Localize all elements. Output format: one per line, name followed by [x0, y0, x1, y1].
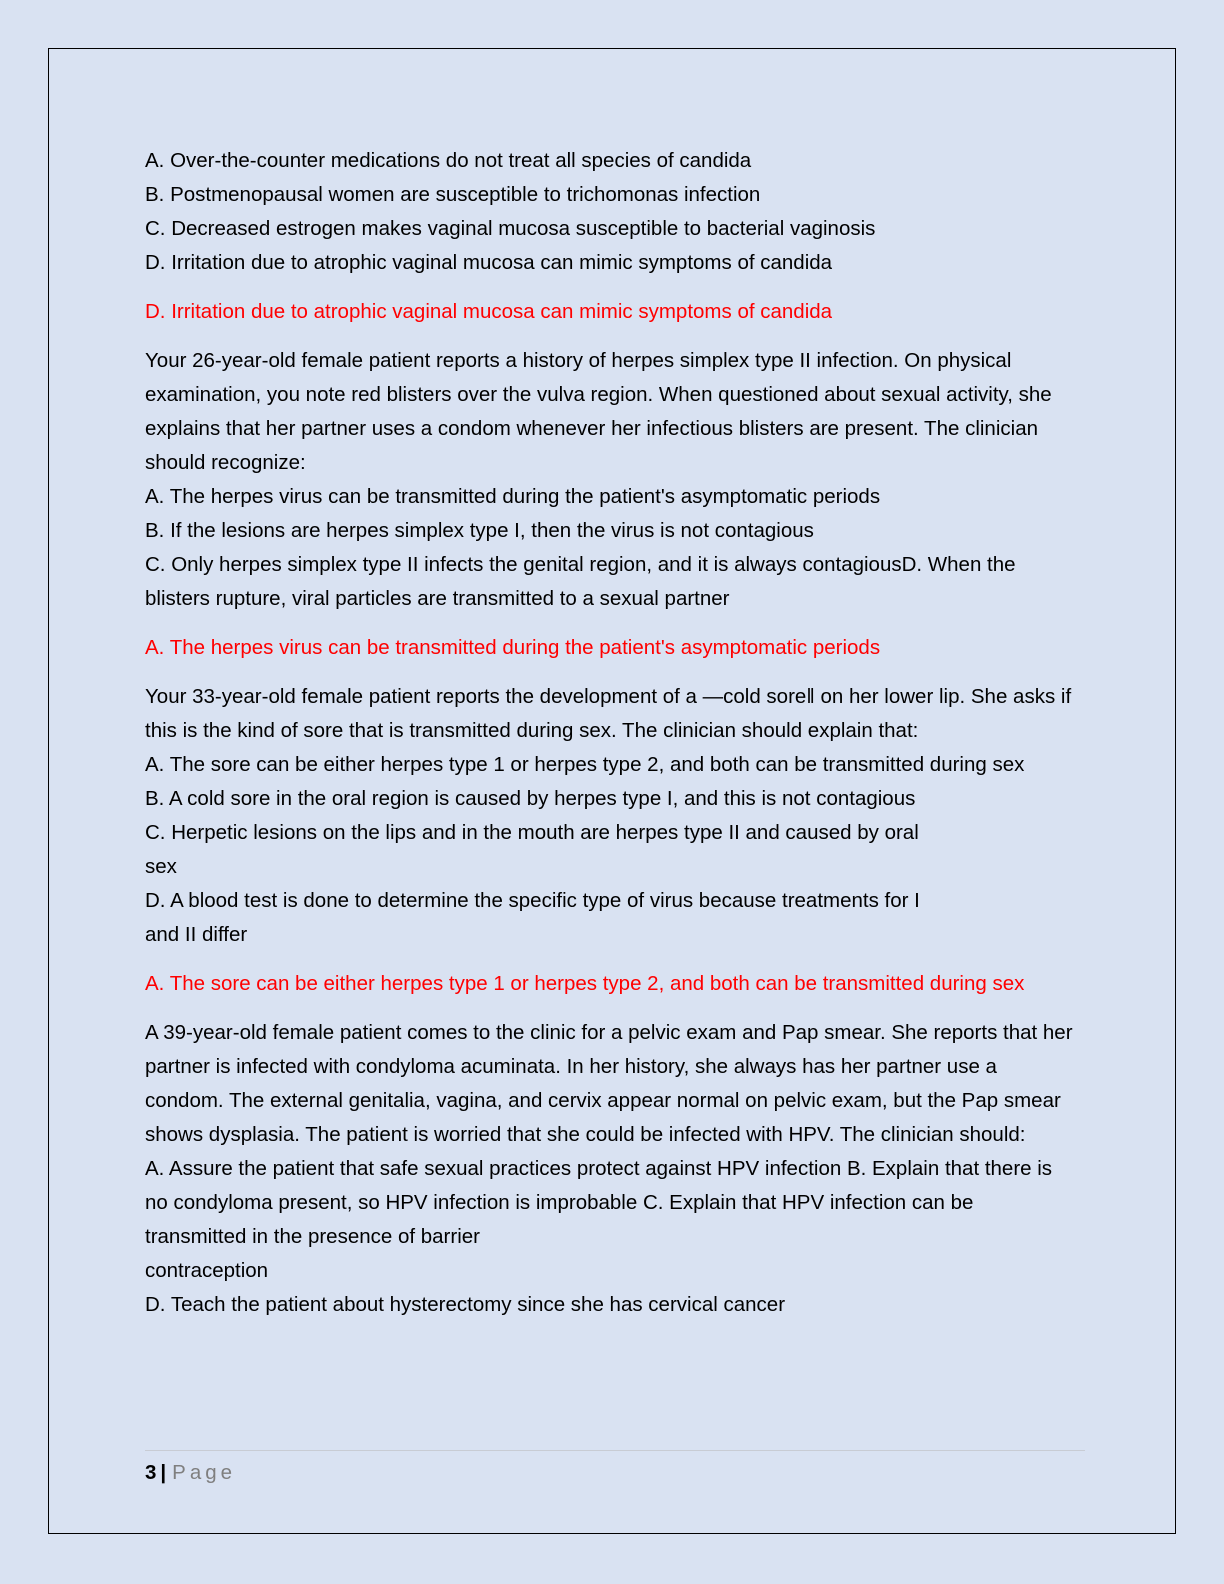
- footer-separator: |: [160, 1461, 167, 1484]
- question-4: [145, 1016, 1075, 1322]
- q2-option-c-d: C. Only herpes simplex type II infects the genital region, and it is always contagiousD. When the blisters rupture, viral particles are transmitted to a sexual partner: [145, 553, 1016, 610]
- q1-option-c: C. Decreased estrogen makes vaginal mucosa susceptible to bacterial vaginosis: [145, 217, 876, 240]
- q3-option-a: A. The sore can be either herpes type 1 or herpes type 2, and both can be transmitted during sex: [145, 753, 1025, 776]
- q3-answer: A. The sore can be either herpes type 1 or herpes type 2, and both can be transmitted during sex: [145, 972, 1025, 995]
- footer-divider: [145, 1450, 1085, 1451]
- question-3: [145, 680, 1075, 952]
- page-label: Page: [172, 1461, 237, 1484]
- page-number: 3: [145, 1461, 157, 1484]
- q3-option-b: B. A cold sore in the oral region is caused by herpes type I, and this is not contagious: [145, 787, 916, 810]
- q2-answer: A. The herpes virus can be transmitted during the patient's asymptomatic periods: [145, 636, 881, 659]
- q3-option-c-cont: sex: [145, 855, 177, 878]
- question-1: [145, 144, 1075, 280]
- q2-option-b: B. If the lesions are herpes simplex type I, then the virus is not contagious: [145, 519, 814, 542]
- q1-option-d: D. Irritation due to atrophic vaginal mucosa can mimic symptoms of candida: [145, 251, 833, 274]
- page-footer: [145, 1456, 236, 1490]
- q4-stem: A 39-year-old female patient comes to the clinic for a pelvic exam and Pap smear. She reports that her partner is infected with condyloma acuminata. In her history, she always has her partner use a condom. The external genitalia, vagina, and cervix appear normal on pelvic exam, but the Pap smear shows dysplasia. The patient is worried that she could be infected with HPV. The clinician should:: [145, 1021, 1073, 1146]
- q1-option-a: A. Over-the-counter medications do not treat all species of candida: [145, 149, 752, 172]
- document-body: [145, 144, 1075, 1322]
- q1-option-b: B. Postmenopausal women are susceptible to trichomonas infection: [145, 183, 761, 206]
- q1-answer: D. Irritation due to atrophic vaginal mucosa can mimic symptoms of candida: [145, 300, 833, 323]
- q3-option-d-cont: and II differ: [145, 923, 248, 946]
- q2-stem: Your 26-year-old female patient reports a history of herpes simplex type II infection. On physical examination, you note red blisters over the vulva region. When questioned about sexual activity, she explains that her partner uses a condom whenever her infectious blisters are present. The clinician should recognize:: [145, 349, 1052, 474]
- q3-option-c: C. Herpetic lesions on the lips and in the mouth are herpes type II and caused by oral: [145, 821, 919, 844]
- q3-option-d: D. A blood test is done to determine the specific type of virus because treatments for I: [145, 889, 920, 912]
- q4-option-d: D. Teach the patient about hysterectomy since she has cervical cancer: [145, 1293, 786, 1316]
- q4-options-abc: A. Assure the patient that safe sexual practices protect against HPV infection B. Explain that there is no condyloma present, so HPV infection is improbable C. Explain that HPV infection can be transmitted in the presence of barrier: [145, 1157, 1053, 1248]
- q3-stem: Your 33-year-old female patient reports the development of a —cold sore‖ on her lower lip. She asks if this is the kind of sore that is transmitted during sex. The clinician should explain that:: [145, 685, 1072, 742]
- q4-options-abc-cont: contraception: [145, 1259, 269, 1282]
- question-2: [145, 344, 1075, 616]
- q2-option-a: A. The herpes virus can be transmitted during the patient's asymptomatic periods: [145, 485, 881, 508]
